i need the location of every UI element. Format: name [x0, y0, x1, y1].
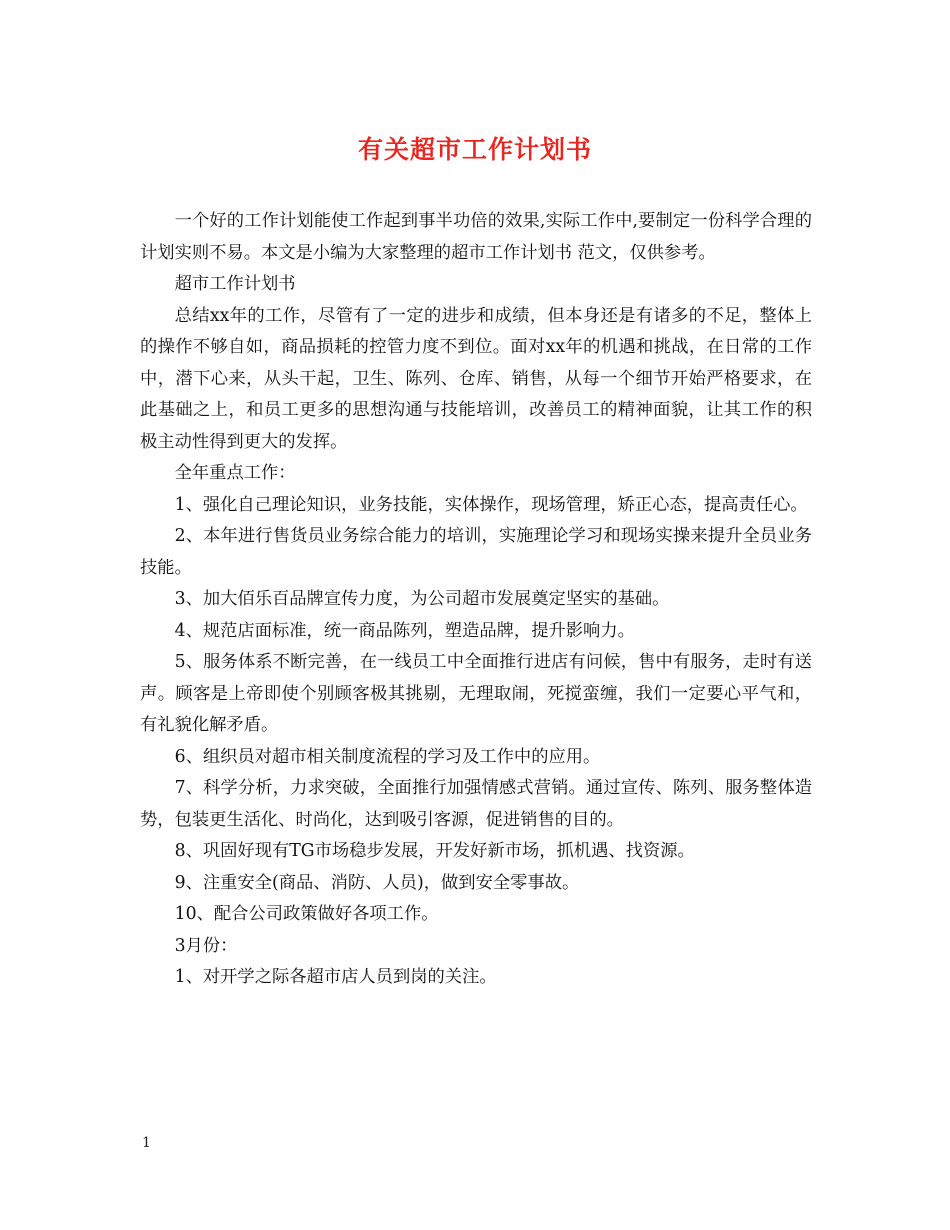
month-heading: 3月份： — [174, 935, 238, 956]
intro-paragraph: 一个好的工作计划能使工作起到事半功倍的效果,实际工作中,要制定一份科学合理的计划实则不易。本文是小编为大家整理的超市工作计划书 范文，仅供参考。 — [140, 211, 812, 263]
document-title: 有关超市工作计划书 — [357, 135, 592, 164]
list-item: 3、加大佰乐百品牌宣传力度，为公司超市发展奠定坚实的基础。 — [174, 589, 670, 609]
list-item: 9、注重安全(商品、消防、人员)，做到安全零事故。 — [174, 872, 580, 893]
list-item: 1、对开学之际各超市店人员到岗的关注。 — [174, 967, 497, 987]
list-item: 5、服务体系不断完善，在一线员工中全面推行进店有问候，售中有服务，走时有送声。顾客是上帝即使个别顾客极其挑剔，无理取闹，死搅蛮缠，我们一定要心平气和，有礼貌化解矛盾。 — [140, 652, 812, 735]
list-item: 10、配合公司政策做好各项工作。 — [174, 904, 439, 924]
section-heading: 超市工作计划书 — [174, 274, 296, 294]
page-number: 1 — [142, 1135, 151, 1151]
list-item: 2、本年进行售货员业务综合能力的培训，实施理论学习和现场实操来提升全员业务技能。 — [140, 526, 812, 578]
list-item: 8、巩固好现有TG市场稳步发展，开发好新市场，抓机遇、找资源。 — [174, 841, 695, 861]
list-item: 7、科学分析，力求突破，全面推行加强情感式营销。通过宣传、陈列、服务整体造势，包装更生活化、时尚化，达到吸引客源，促进销售的目的。 — [140, 778, 812, 830]
list-item: 1、强化自己理论知识，业务技能，实体操作，现场管理，矫正心态，提高责任心。 — [174, 494, 808, 515]
key-work-heading: 全年重点工作： — [174, 463, 296, 483]
list-item: 4、规范店面标准，统一商品陈列，塑造品牌，提升影响力。 — [174, 620, 635, 641]
summary-paragraph: 总结xx年的工作，尽管有了一定的进步和成绩，但本身还是有诸多的不足，整体上的操作不够自如，商品损耗的控管力度不到位。面对xx年的机遇和挑战，在日常的工作中，潜下心来，从头干起，卫生、陈列、仓库、销售，从每一个细节开始严格要求，在此基础之上，和员工更多的思想沟通与技能培训，改善员工的精神面貌，让其工作的积极主动性得到更大的发挥。 — [140, 305, 812, 452]
document-body — [140, 206, 812, 994]
list-item: 6、组织员对超市相关制度流程的学习及工作中的应用。 — [174, 746, 601, 767]
